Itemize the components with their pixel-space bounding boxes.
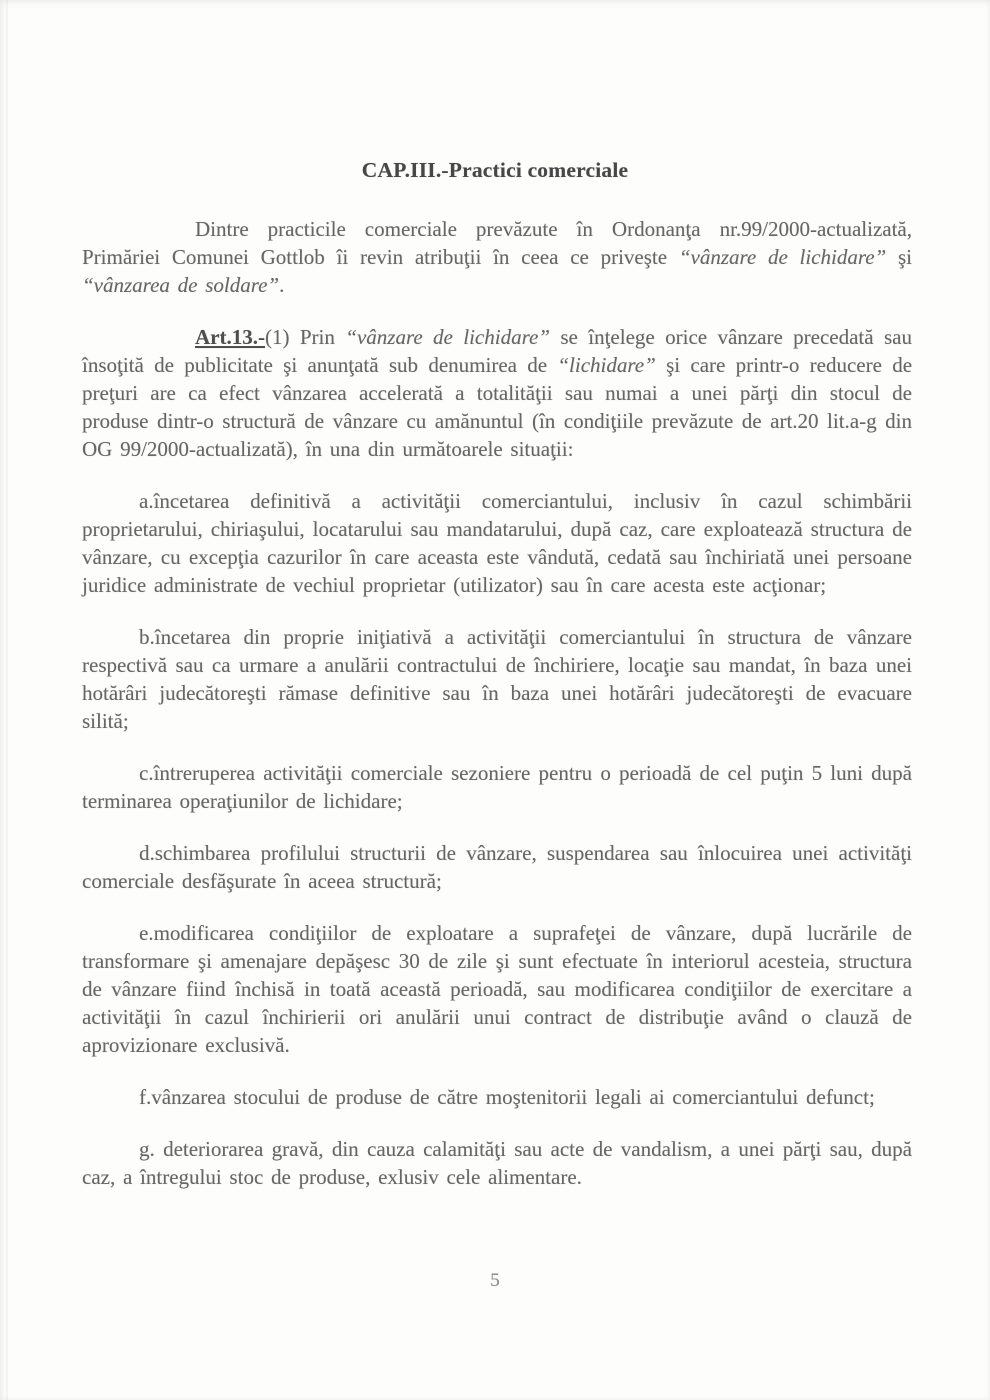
- text-segment: d.schimbarea profilului structurii de vânzare, suspendarea sau înlocuirea unei activităţi comerciale desfăşurate în aceea structură;: [82, 841, 912, 893]
- page-number: 5: [490, 1270, 500, 1291]
- text-segment: şi: [886, 245, 912, 269]
- paragraph-item-a: [82, 487, 912, 599]
- text-segment: “vânzare de lichidare”: [345, 325, 550, 349]
- text-segment: a.încetarea definitivă a activităţii comerciantului, inclusiv în cazul schimbării proprietarului, chiriaşului, locatarului sau mandatarului, după caz, care exploatează structura de vânzare, cu excepţia cazurilor în care aceasta este vândută, cedată sau închiriată unei persoane juridice administrate de vechiul proprietar (utilizator) sau în care acesta este acţionar;: [82, 489, 912, 597]
- text-segment: f.vânzarea stocului de produse de către moştenitorii legali ai comerciantului defunct;: [139, 1085, 875, 1109]
- text-segment: Art.13.-: [195, 325, 265, 349]
- text-segment: (1) Prin: [264, 325, 346, 349]
- document-body: [0, 215, 990, 1191]
- text-segment: “vânzare de lichidare”: [678, 245, 887, 269]
- text-segment: se înţelege orice vânzare precedată sau însoţită de publicitate şi anunţată sub denumirea de: [82, 325, 912, 377]
- text-segment: b.încetarea din proprie iniţiativă a activităţii comerciantului în structura de vânzare respectivă sau ca urmare a anulării contractului de închiriere, locaţie sau mandat, în baza unei hotărâri judecătoreşti rămase definitive sau în baza unei hotărâri judecătoreşti de evacuare silită;: [82, 625, 912, 733]
- text-segment: Dintre practicile comerciale prevăzute în Ordonanţa nr.99/2000-actualizată, Primăriei Comunei Gottlob îi revin atribuţii în ceea ce priveşte: [82, 217, 912, 269]
- text-segment: şi care printr-o reducere de preţuri are ca efect vânzarea accelerată a totalităţii sau numai a unei părţi din stocul de produse dintr-o structură de vânzare cu amănuntul (în condiţiile prevăzute de art.20 lit.a-g din OG 99/2000-actualizată), în una din următoarele situaţii:: [82, 353, 913, 461]
- paragraph-item-c: [82, 759, 912, 815]
- text-segment: g. deteriorarea gravă, din cauza calamităţi sau acte de vandalism, a unei părţi sau, după caz, a întregului stoc de produse, exlusiv cele alimentare.: [82, 1137, 912, 1189]
- paragraph-item-g: [82, 1135, 912, 1191]
- text-segment: c.întreruperea activităţii comerciale sezoniere pentru o perioadă de cel puţin 5 luni după terminarea operaţiunilor de lichidare;: [82, 761, 912, 813]
- text-segment: “lichidare”: [557, 353, 656, 377]
- paragraph-item-e: [82, 919, 912, 1059]
- paragraph-item-d: [82, 839, 912, 895]
- chapter-title: CAP.III.-Practici comerciale: [361, 158, 629, 182]
- paragraph-intro: [82, 215, 912, 299]
- paragraph-item-f: [82, 1083, 912, 1111]
- paragraph-item-b: [82, 623, 912, 735]
- text-segment: e.modificarea condiţiilor de exploatare a suprafeţei de vânzare, după lucrările de transformare şi amenajare depăşesc 30 de zile şi sunt efectuate în interiorul acesteia, structura de vânzare fiind închisă in toată această perioadă, sau modificarea condiţiilor de exercitare a activităţii în cazul închirierii ori anulării unui contract de distribuţie având o clauză de aprovizionare exclusivă.: [82, 921, 912, 1057]
- paragraph-art-13-alin-1: [82, 323, 912, 463]
- text-segment: “vânzarea de soldare”: [82, 273, 280, 297]
- text-segment: .: [279, 273, 285, 297]
